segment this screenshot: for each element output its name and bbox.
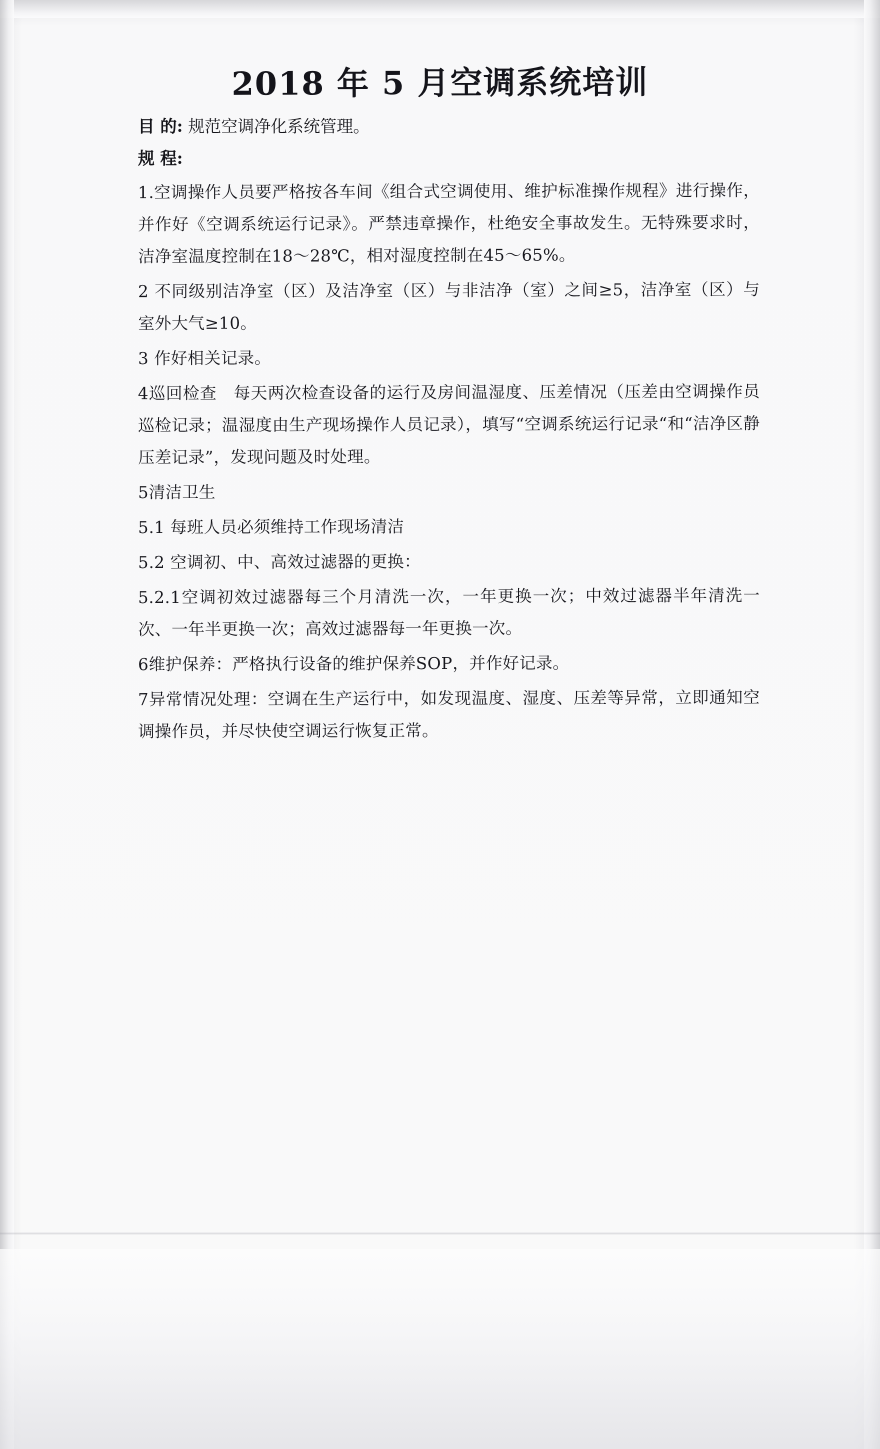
paragraph-5-2: 5.2 空调初、中、高效过滤器的更换：	[137, 552, 421, 573]
paragraph-3: 3 作好相关记录。	[137, 348, 272, 369]
paragraph-4: 4巡回检查 每天两次检查设备的运行及房间温湿度、压差情况（压差由空调操作员巡检记录；温湿度由生产现场操作人员记录），填写“空调系统运行记录“和“洁净区静压差记录”，发现问题及时处理。	[137, 381, 761, 468]
procedure-heading	[138, 144, 760, 174]
procedure-label: 规 程:	[138, 149, 183, 168]
paragraph-7: 7异常情况处理：空调在生产运行中，如发现温度、湿度、压差等异常，立即通知空调操作员，并尽快使空调运行恢复正常。	[137, 687, 760, 742]
document-body	[138, 112, 760, 750]
paragraph-6: 6维护保养：严格执行设备的维护保养SOP，并作好记录。	[137, 653, 570, 675]
paragraph-5-1: 5.1 每班人员必须维持工作现场清洁	[137, 517, 405, 538]
paragraph-2: 2 不同级别洁净室（区）及洁净室（区）与非洁净（室）之间≥5，洁净室（区）与室外大气≥10。	[137, 279, 760, 334]
purpose-text: 规范空调净化系统管理。	[188, 117, 370, 136]
paragraph-5-2-1: 5.2.1空调初效过滤器每三个月清洗一次，一年更换一次；中效过滤器半年清洗一次、一年半更换一次；高效过滤器每一年更换一次。	[137, 585, 760, 640]
paragraph-5: 5清洁卫生	[137, 482, 216, 503]
purpose-line	[138, 112, 760, 142]
paragraph-1: 1.空调操作人员要严格按各车间《组合式空调使用、维护标准操作规程》进行操作，并作好《空调系统运行记录》。严禁违章操作，杜绝安全事故发生。无特殊要求时，洁净室温度控制在18～28℃，相对湿度控制在45～65%。	[137, 180, 761, 267]
purpose-label: 目 的:	[138, 117, 183, 136]
page-title: 2018 年 5 月空调系统培训	[231, 63, 649, 103]
